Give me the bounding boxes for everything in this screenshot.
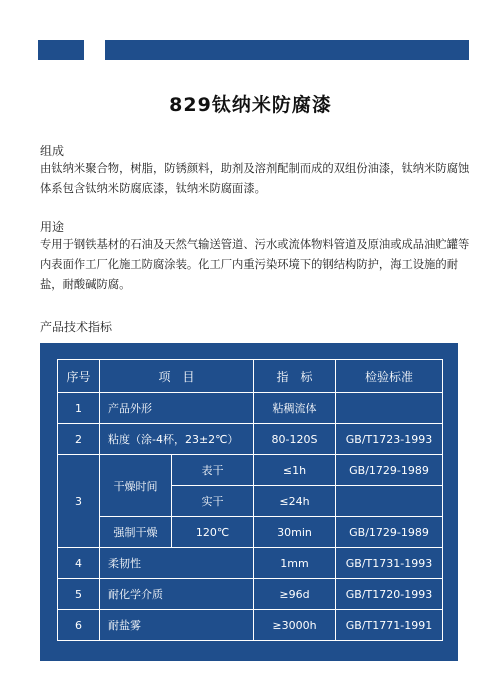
row-no: 2: [58, 424, 100, 455]
row-value: 80-120S: [254, 424, 336, 455]
row-standard: GB/T1771-1991: [336, 610, 443, 641]
table-row: [58, 517, 443, 548]
row-subitem: 120℃: [172, 517, 254, 548]
header-no: 序号: [58, 360, 100, 393]
table-header-row: [58, 360, 443, 393]
header-value: 指 标: [254, 360, 336, 393]
row-standard: GB/1729-1989: [336, 517, 443, 548]
row-standard: GB/T1731-1993: [336, 548, 443, 579]
row-item: 粘度（涂-4杯，23±2℃）: [100, 424, 254, 455]
row-standard: [336, 393, 443, 424]
composition-text: 由钛纳米聚合物，树脂，防锈颜料，助剂及溶剂配制而成的双组份油漆，钛纳米防腐蚀体系包含钛纳米防腐底漆，钛纳米防腐面漆。: [40, 162, 470, 195]
usage-heading: 用途: [40, 220, 65, 234]
row-item: 柔韧性: [100, 548, 254, 579]
header-item: 项 目: [100, 360, 254, 393]
row-standard: GB/T1723-1993: [336, 424, 443, 455]
row-item: 产品外形: [100, 393, 254, 424]
row-value: ≤24h: [254, 486, 336, 517]
row-standard: [336, 486, 443, 517]
row-value: 1mm: [254, 548, 336, 579]
usage-text: 专用于钢铁基材的石油及天然气输送管道、污水或流体物料管道及原油或成品油贮罐等内表面作工厂化施工防腐涂装。化工厂内重污染环境下的钢结构防护，海工设施的耐盐，耐酸碱防腐。: [40, 238, 470, 291]
row-item: 耐化学介质: [100, 579, 254, 610]
table-row: [58, 424, 443, 455]
row-no: 5: [58, 579, 100, 610]
row-no: 3: [58, 455, 100, 548]
table-row: [58, 579, 443, 610]
page-title: 829钛纳米防腐漆: [169, 94, 332, 116]
header-standard: 检验标准: [336, 360, 443, 393]
row-item: 干燥时间: [100, 455, 172, 517]
row-subitem: 实干: [172, 486, 254, 517]
row-value: ≥3000h: [254, 610, 336, 641]
row-item: 耐盐雾: [100, 610, 254, 641]
header-bar-left: [38, 40, 84, 60]
header-bar-right: [105, 40, 469, 60]
composition-heading: 组成: [40, 144, 65, 158]
row-standard: GB/1729-1989: [336, 455, 443, 486]
row-value: 30min: [254, 517, 336, 548]
row-standard: GB/T1720-1993: [336, 579, 443, 610]
table-row: [58, 455, 443, 486]
row-value: 粘稠流体: [254, 393, 336, 424]
row-no: 4: [58, 548, 100, 579]
table-row: [58, 548, 443, 579]
row-no: 6: [58, 610, 100, 641]
table-row: [58, 393, 443, 424]
specs-heading: 产品技术指标: [40, 320, 113, 334]
row-item: 强制干燥: [100, 517, 172, 548]
row-no: 1: [58, 393, 100, 424]
row-value: ≤1h: [254, 455, 336, 486]
specs-table: [57, 359, 443, 641]
row-value: ≥96d: [254, 579, 336, 610]
row-subitem: 表干: [172, 455, 254, 486]
table-row: [58, 610, 443, 641]
